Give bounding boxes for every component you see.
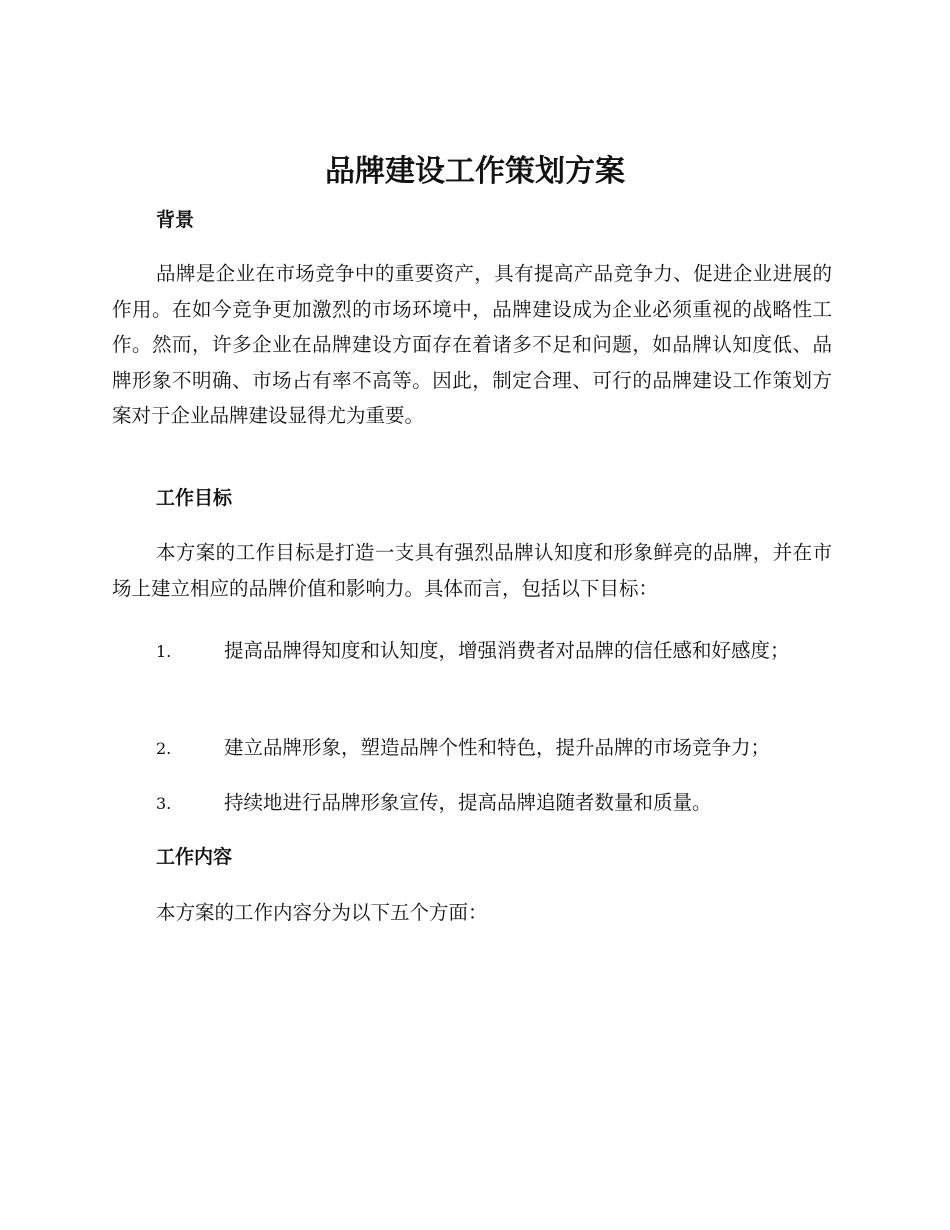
section-heading-goals: 工作目标: [156, 487, 233, 509]
section-heading-background: 背景: [156, 209, 195, 231]
list-text: 持续地进行品牌形象宣传，提高品牌追随者数量和质量。: [224, 791, 712, 814]
goal-list-item: [112, 730, 832, 767]
content-paragraph: 本方案的工作内容分为以下五个方面：: [156, 901, 488, 924]
list-text: 建立品牌形象，塑造品牌个性和特色，提升品牌的市场竞争力；: [224, 736, 771, 759]
goal-list-item: [112, 785, 832, 822]
background-paragraph: 品牌是企业在市场竞争中的重要资产，具有提高产品竞争力、促进企业进展的作用。在如今竞争更加激烈的市场环境中，品牌建设成为企业必须重视的战略性工作。然而，许多企业在品牌建设方面存在着诸多不足和问题，如品牌认知度低、品牌形象不明确、市场占有率不高等。因此，制定合理、可行的品牌建设工作策划方案对于企业品牌建设显得尤为重要。: [112, 262, 832, 427]
list-text: 提高品牌得知度和认知度，增强消费者对品牌的信任感和好感度；: [224, 639, 790, 662]
list-number: 3.: [156, 794, 172, 813]
document-title: 品牌建设工作策划方案: [325, 154, 625, 189]
goal-list-item: [112, 633, 832, 670]
list-number: 2.: [156, 739, 172, 758]
goals-paragraph: 本方案的工作目标是打造一支具有强烈品牌认知度和形象鲜亮的品牌，并在市场上建立相应的品牌价值和影响力。具体而言，包括以下目标：: [112, 541, 832, 600]
list-number: 1.: [156, 642, 172, 661]
section-heading-content: 工作内容: [156, 846, 233, 868]
